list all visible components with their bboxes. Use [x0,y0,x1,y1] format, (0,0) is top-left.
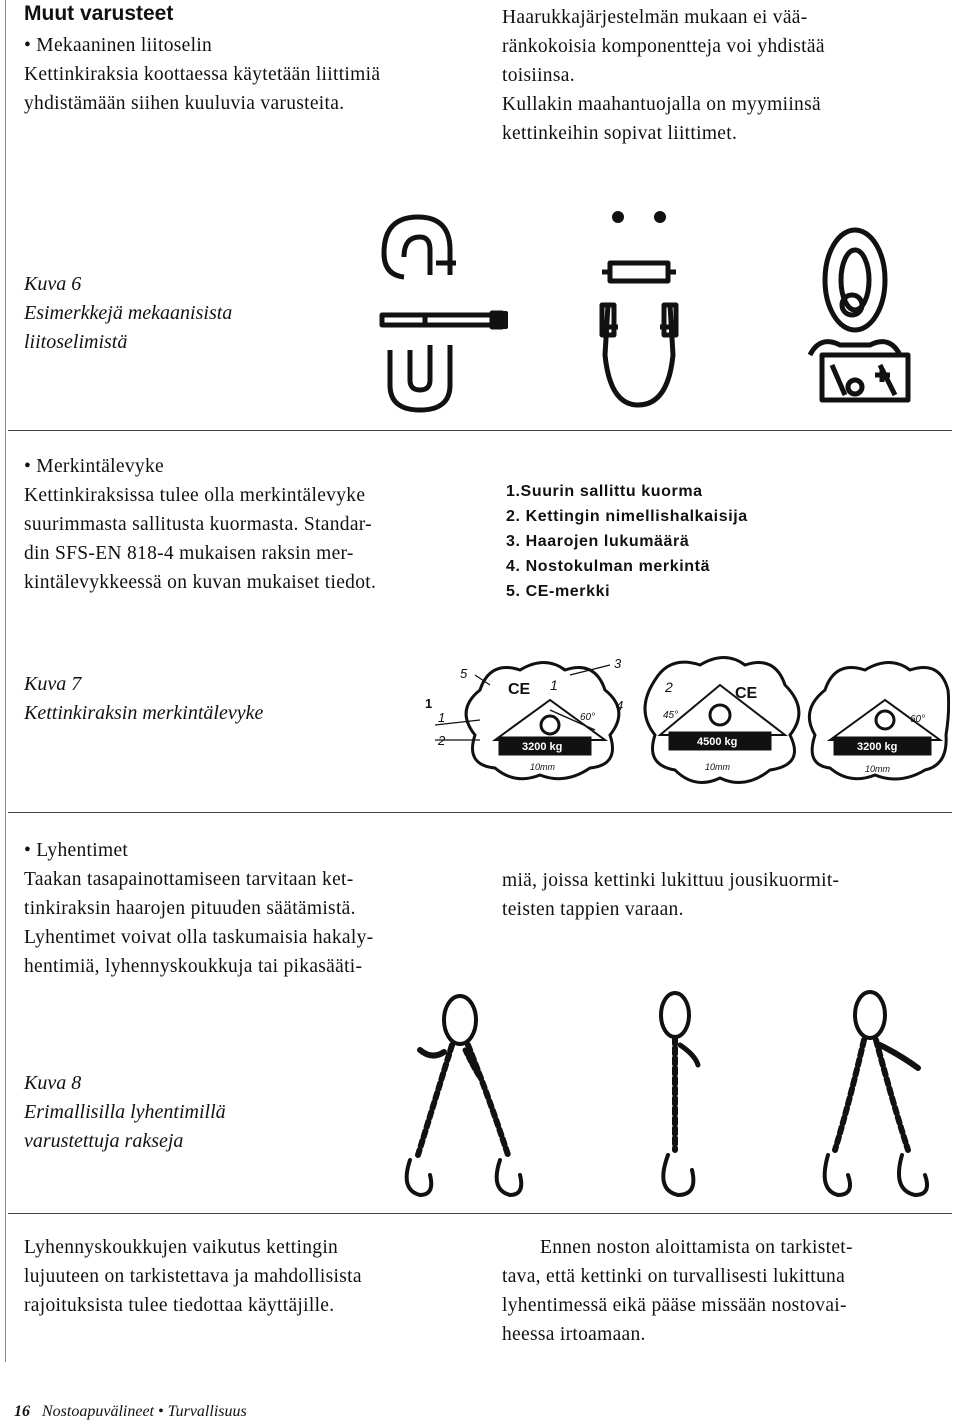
body-line: lujuuteen on tarkistettava ja mahdollisista [24,1266,362,1287]
body-line: kintälevykkeessä on kuvan mukaiset tiedot. [24,572,377,593]
callout-number: 1 [425,696,433,711]
section4-right-text [502,1233,853,1349]
callout-number: 3 [614,656,622,671]
section-heading: Muut varusteet [24,2,174,25]
body-line: heessa irtoamaan. [502,1324,646,1345]
caption-line: Erimallisilla lyhentimillä [24,1101,226,1123]
load-label: 3200 kg [522,741,563,753]
section3-right-text [502,866,839,924]
divider [8,430,952,431]
publication-title: Nostoapuvälineet • Turvallisuus [42,1403,247,1420]
body-line: kettinkeihin sopivat liittimet. [502,123,738,144]
body-line: Kettinkiraksia koottaessa käytetään liittimiä [24,64,381,85]
angle-label: 60° [910,714,926,725]
body-line: Haarukkajärjestelmän mukaan ei vää- [502,7,808,28]
callout-number: 1 [438,710,446,725]
marking-plates-illustration [420,650,950,790]
caption-line: varustettuja rakseja [24,1130,184,1152]
body-line: Kettinkiraksissa tulee olla merkintälevyke [24,485,366,506]
body-line: miä, joissa kettinki lukittuu jousikuormit- [502,870,840,891]
size-label: 10mm [865,764,891,774]
section1-body [24,31,380,118]
body-line: din SFS-EN 818-4 mukaisen raksin mer- [24,543,354,564]
load-label: 4500 kg [697,736,738,748]
body-line: Lyhennyskoukkujen vaikutus kettingin [24,1237,339,1258]
body-line: rajoituksista tulee tiedottaa käyttäjille. [24,1295,335,1316]
load-label: 3200 kg [857,741,898,753]
list-item: 1.Suurin sallittu kuorma [506,483,703,500]
body-line: Lyhentimet voivat olla taskumaisia hakaly- [24,927,374,948]
body-line: Kullakin maahantuojalla on myymiinsä [502,94,821,115]
chain-slings-illustration [380,990,960,1205]
section3-left-text [24,836,373,981]
angle-label: 60° [580,712,596,723]
bullet-title: • Lyhentimet [24,840,129,861]
body-line: lyhentimessä eikä pääse missään nostovai- [502,1295,847,1316]
section4-left-text [24,1233,362,1320]
divider [8,812,952,813]
body-line: toisiinsa. [502,65,575,86]
legs-label: 2 [665,679,673,695]
caption-line: Kettinkiraksin merkintälevyke [24,702,264,724]
list-item: 2. Kettingin nimellishalkaisija [506,508,748,525]
master-link [661,993,689,1037]
list-item: 4. Nostokulman merkintä [506,558,711,575]
divider [8,1213,952,1214]
body-line: suurimmasta sallitusta kuormasta. Standar- [24,514,372,535]
caption-line: Kuva 8 [24,1072,82,1094]
legs-label: 1 [550,677,558,693]
body-line: Ennen noston aloittamista on tarkistet- [540,1237,853,1258]
caption-line: Kuva 6 [24,273,82,295]
margin-rule [5,0,6,1362]
list-item: 5. CE-merkki [506,583,611,600]
plate-outline [809,663,948,780]
list-item: 3. Haarojen lukumäärä [506,533,690,550]
master-link [444,996,476,1044]
caption-line: Kuva 7 [24,673,82,695]
body-line: tinkiraksin haarojen pituuden säätämistä. [24,898,356,919]
ce-mark: CE [735,685,758,702]
master-link [855,992,885,1038]
body-line: yhdistämään siihen kuuluvia varusteita. [24,93,345,114]
body-line: ränkokoisia komponentteja voi yhdistää [502,36,825,57]
connector-illustration [370,205,920,430]
figure6-caption [24,270,232,357]
bullet-title: • Mekaaninen liitoselin [24,35,213,56]
callout-number: 5 [460,666,468,681]
bullet-title: • Merkintälevyke [24,456,164,477]
callout-number: 2 [438,733,446,748]
caption-line: Esimerkkejä mekaanisista [24,302,233,324]
figure8-caption [24,1069,226,1156]
caption-line: liitoselimistä [24,331,128,353]
body-line: tava, että kettinki on turvallisesti lukittuna [502,1266,846,1287]
figure7-caption [24,670,263,728]
body-line: teisten tappien varaan. [502,899,684,920]
body-line: Taakan tasapainottamiseen tarvitaan ket- [24,869,354,890]
size-label: 10mm [530,762,556,772]
plate-legend-list [506,479,748,604]
section2-body [24,452,376,597]
body-line: hentimiä, lyhennyskoukkuja tai pikasääti- [24,956,363,977]
ce-mark: CE [508,681,531,698]
angle-label: 45° [663,710,679,721]
callout-number: 4 [616,698,624,713]
page-number: 16 [14,1403,30,1420]
size-label: 10mm [705,762,731,772]
section1-right-text [502,3,825,148]
page-footer [14,1403,247,1421]
